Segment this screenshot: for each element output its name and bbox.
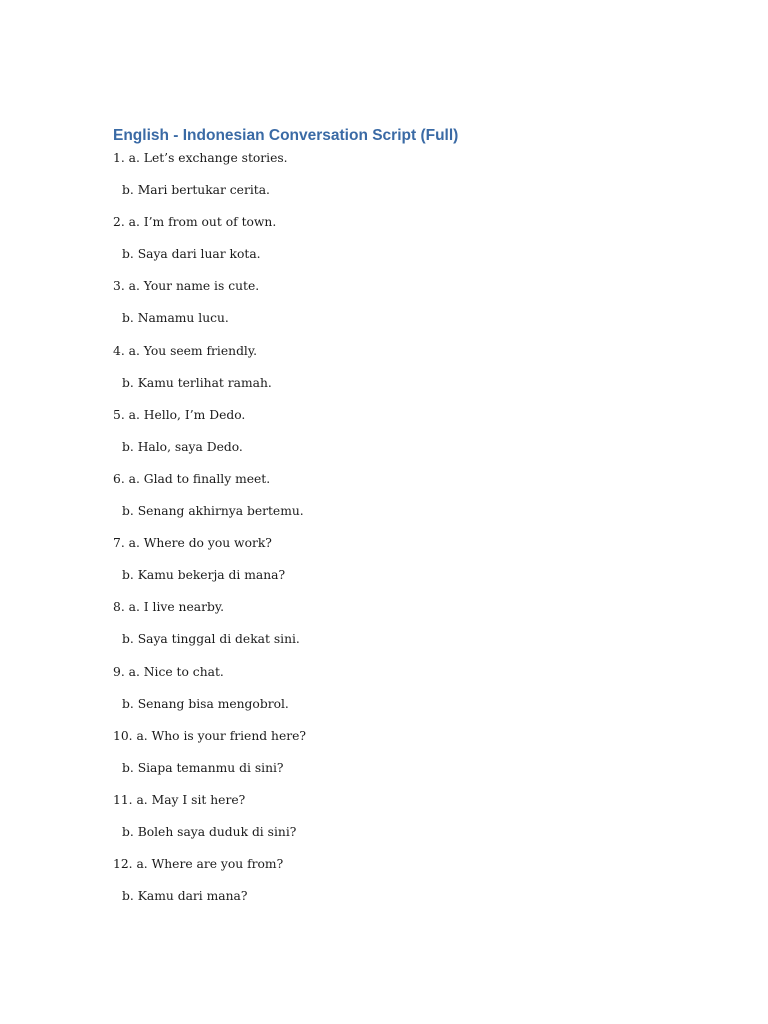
english-line: 4. a. You seem friendly.: [113, 343, 258, 358]
indonesian-line: b. Kamu terlihat ramah.: [122, 375, 272, 390]
english-line: 1. a. Let’s exchange stories.: [113, 151, 288, 165]
indonesian-line: b. Halo, saya Dedo.: [122, 439, 243, 454]
conversation-list: [113, 149, 673, 919]
indonesian-line: b. Saya dari luar kota.: [122, 247, 261, 262]
indonesian-line: b. Kamu bekerja di mana?: [122, 568, 286, 583]
english-line: 11. a. May I sit here?: [113, 792, 246, 807]
english-line: 6. a. Glad to finally meet.: [113, 471, 271, 486]
english-line: 7. a. Where do you work?: [113, 536, 272, 551]
indonesian-line: b. Siapa temanmu di sini?: [122, 760, 284, 775]
indonesian-line: b. Mari bertukar cerita.: [122, 183, 270, 198]
indonesian-line: b. Senang akhirnya bertemu.: [122, 504, 304, 519]
document-title: English - Indonesian Conversation Script (Full): [113, 127, 459, 144]
document-content: [113, 123, 673, 919]
english-line: 12. a. Where are you from?: [113, 857, 284, 872]
indonesian-line: b. Senang bisa mengobrol.: [122, 696, 289, 711]
english-line: 3. a. Your name is cute.: [113, 279, 260, 294]
english-line: 8. a. I live nearby.: [113, 600, 225, 615]
english-line: 2. a. I’m from out of town.: [113, 215, 277, 230]
indonesian-line: b. Boleh saya duduk di sini?: [122, 824, 297, 839]
english-line: 5. a. Hello, I’m Dedo.: [113, 407, 246, 422]
indonesian-line: b. Kamu dari mana?: [122, 889, 248, 904]
indonesian-line: b. Namamu lucu.: [122, 311, 229, 326]
english-line: 9. a. Nice to chat.: [113, 664, 224, 679]
english-line: 10. a. Who is your friend here?: [113, 728, 306, 743]
indonesian-line: b. Saya tinggal di dekat sini.: [122, 632, 300, 647]
